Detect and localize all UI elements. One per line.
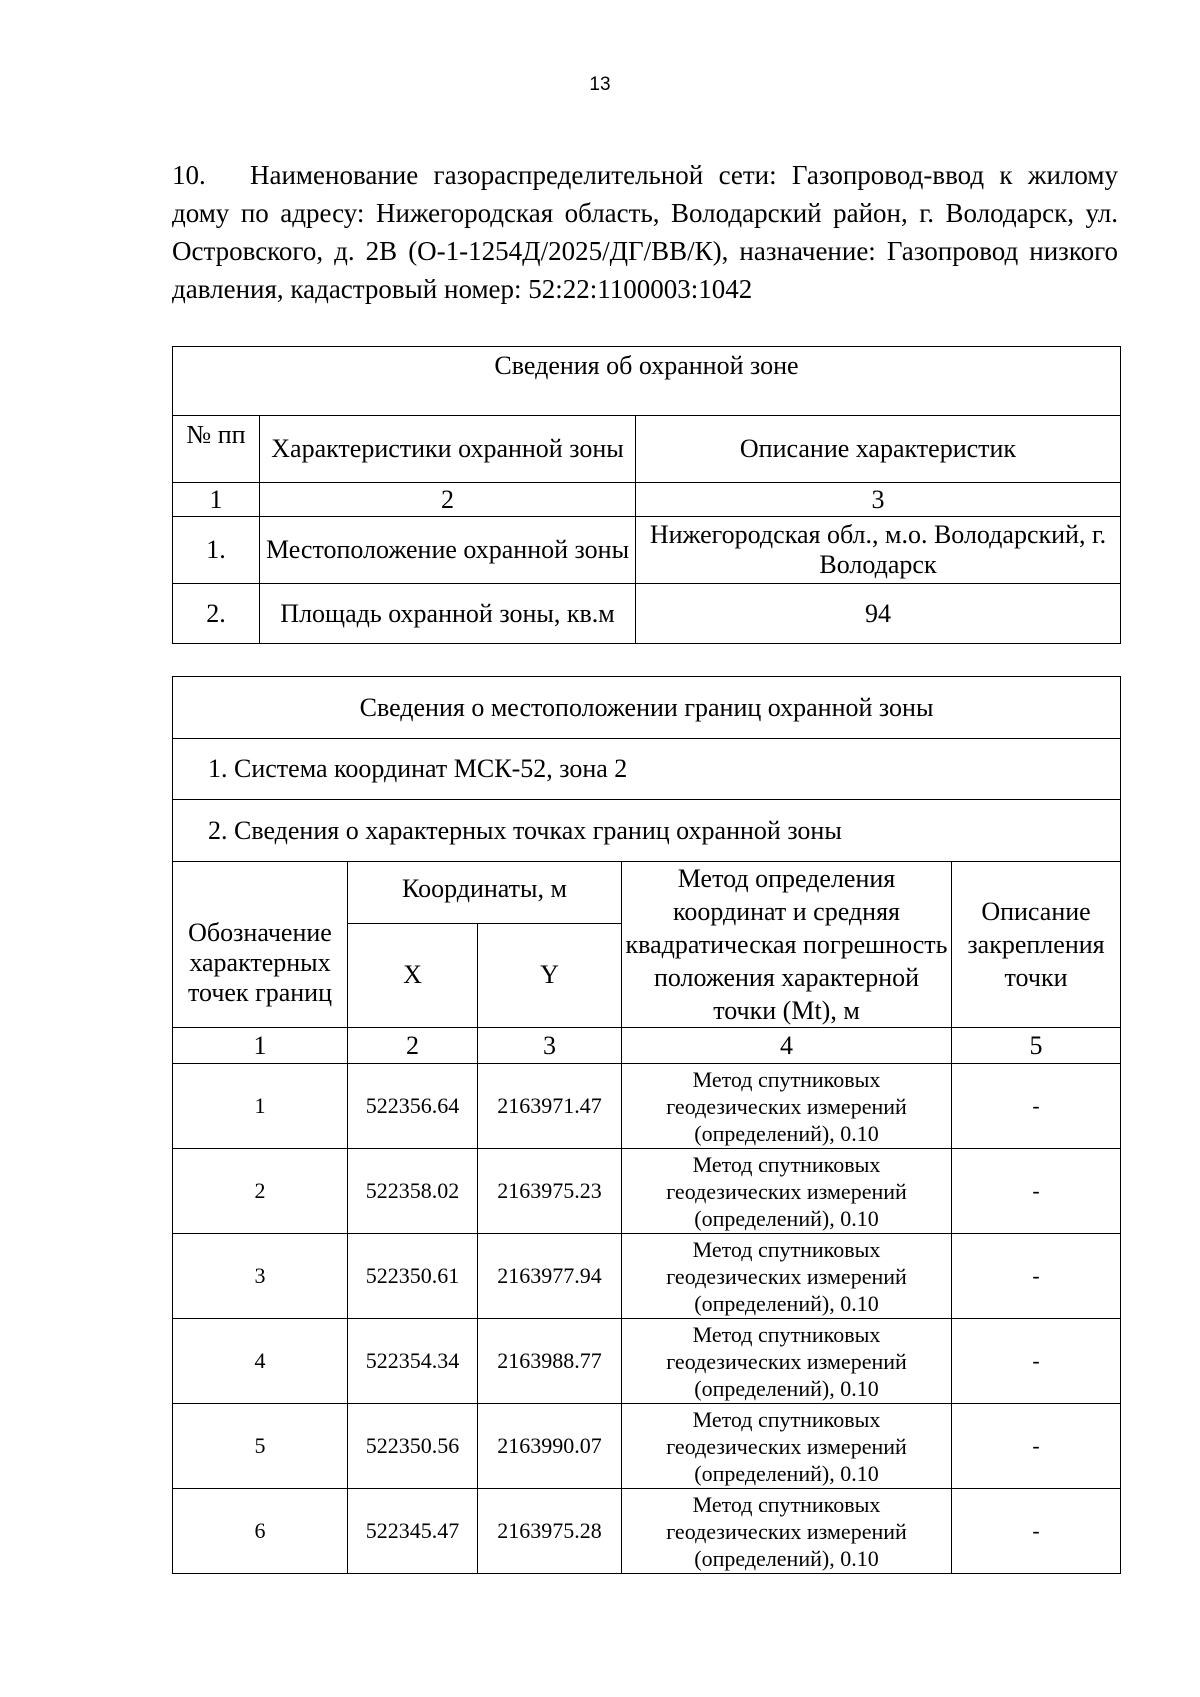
intro-paragraph [172, 156, 1118, 308]
zone-row-description: 94 [636, 584, 1121, 644]
coords-index-cell: 2 [348, 1028, 478, 1064]
point-x: 522350.61 [348, 1234, 478, 1319]
zone-row-characteristic: Площадь охранной зоны, кв.м [260, 584, 636, 644]
point-id: 3 [173, 1234, 348, 1319]
point-row [173, 1489, 1121, 1574]
point-y: 2163971.47 [478, 1064, 622, 1149]
coords-index-cell: 5 [952, 1028, 1121, 1064]
header-coordinates: Координаты, м [348, 862, 622, 924]
header-x: X [348, 923, 478, 1027]
zone-row-number: 1. [173, 517, 260, 584]
coords-index-cell: 4 [622, 1028, 952, 1064]
zone-row-characteristic: Местоположение охранной зоны [260, 517, 636, 584]
point-id: 2 [173, 1149, 348, 1234]
point-id: 5 [173, 1404, 348, 1489]
boundary-coordinates-table [172, 676, 1121, 1574]
point-fixing: - [952, 1234, 1121, 1319]
zone-row [173, 584, 1121, 644]
point-method: Метод спутниковых геодезических измерений (определений), 0.10 [622, 1064, 952, 1149]
intro-number: 10. [172, 160, 206, 190]
zone-header-number: № пп [173, 416, 260, 483]
point-row [173, 1234, 1121, 1319]
zone-row-number: 2. [173, 584, 260, 644]
point-y: 2163990.07 [478, 1404, 622, 1489]
point-x: 522350.56 [348, 1404, 478, 1489]
point-fixing: - [952, 1489, 1121, 1574]
zone-index-cell: 1 [173, 483, 260, 517]
point-fixing: - [952, 1149, 1121, 1234]
point-row [173, 1404, 1121, 1489]
point-id: 1 [173, 1064, 348, 1149]
header-method: Метод определения координат и средняя квадратическая погрешность положения характерной точки (Mt), м [622, 862, 952, 1028]
coords-table-title: Сведения о местоположении границ охранной зоны [173, 677, 1121, 739]
zone-table-title: Сведения об охранной зоне [173, 347, 1121, 416]
zone-index-cell: 3 [636, 483, 1121, 517]
zone-row [173, 517, 1121, 584]
coordinate-system: 1. Система координат МСК-52, зона 2 [173, 739, 1121, 800]
intro-text: Наименование газораспределительной сети: Газопровод-ввод к жилому дому по адресу: Нижегородская область, Володарский район, г. Володарск, ул. Островского, д. 2В (О-1-1254Д/2025/ДГ/ВВ/К), назначение: Газопровод низкого давления, кадастровый номер: 52:22:1100003:1042 [172, 160, 1118, 304]
point-id: 4 [173, 1319, 348, 1404]
point-method: Метод спутниковых геодезических измерений (определений), 0.10 [622, 1489, 952, 1574]
point-row [173, 1064, 1121, 1149]
zone-row-description: Нижегородская обл., м.о. Володарский, г. Володарск [636, 517, 1121, 584]
point-method: Метод спутниковых геодезических измерений (определений), 0.10 [622, 1149, 952, 1234]
point-x: 522356.64 [348, 1064, 478, 1149]
point-method: Метод спутниковых геодезических измерений (определений), 0.10 [622, 1404, 952, 1489]
header-designation: Обозначение характерных точек границ [173, 862, 348, 1028]
point-fixing: - [952, 1404, 1121, 1489]
points-heading: 2. Сведения о характерных точках границ охранной зоны [173, 800, 1121, 862]
point-fixing: - [952, 1319, 1121, 1404]
zone-info-table [172, 346, 1121, 644]
point-y: 2163988.77 [478, 1319, 622, 1404]
coords-index-cell: 1 [173, 1028, 348, 1064]
point-x: 522358.02 [348, 1149, 478, 1234]
point-fixing: - [952, 1064, 1121, 1149]
point-x: 522345.47 [348, 1489, 478, 1574]
point-row [173, 1319, 1121, 1404]
point-x: 522354.34 [348, 1319, 478, 1404]
header-fixing: Описание закрепления точки [952, 862, 1121, 1028]
point-id: 6 [173, 1489, 348, 1574]
zone-index-cell: 2 [260, 483, 636, 517]
header-y: Y [478, 923, 622, 1027]
page-number: 13 [589, 74, 611, 95]
point-method: Метод спутниковых геодезических измерений (определений), 0.10 [622, 1234, 952, 1319]
point-row [173, 1149, 1121, 1234]
coords-index-cell: 3 [478, 1028, 622, 1064]
zone-header-description: Описание характеристик [636, 416, 1121, 483]
zone-header-characteristic: Характеристики охранной зоны [260, 416, 636, 483]
point-method: Метод спутниковых геодезических измерений (определений), 0.10 [622, 1319, 952, 1404]
point-y: 2163977.94 [478, 1234, 622, 1319]
point-y: 2163975.28 [478, 1489, 622, 1574]
point-y: 2163975.23 [478, 1149, 622, 1234]
